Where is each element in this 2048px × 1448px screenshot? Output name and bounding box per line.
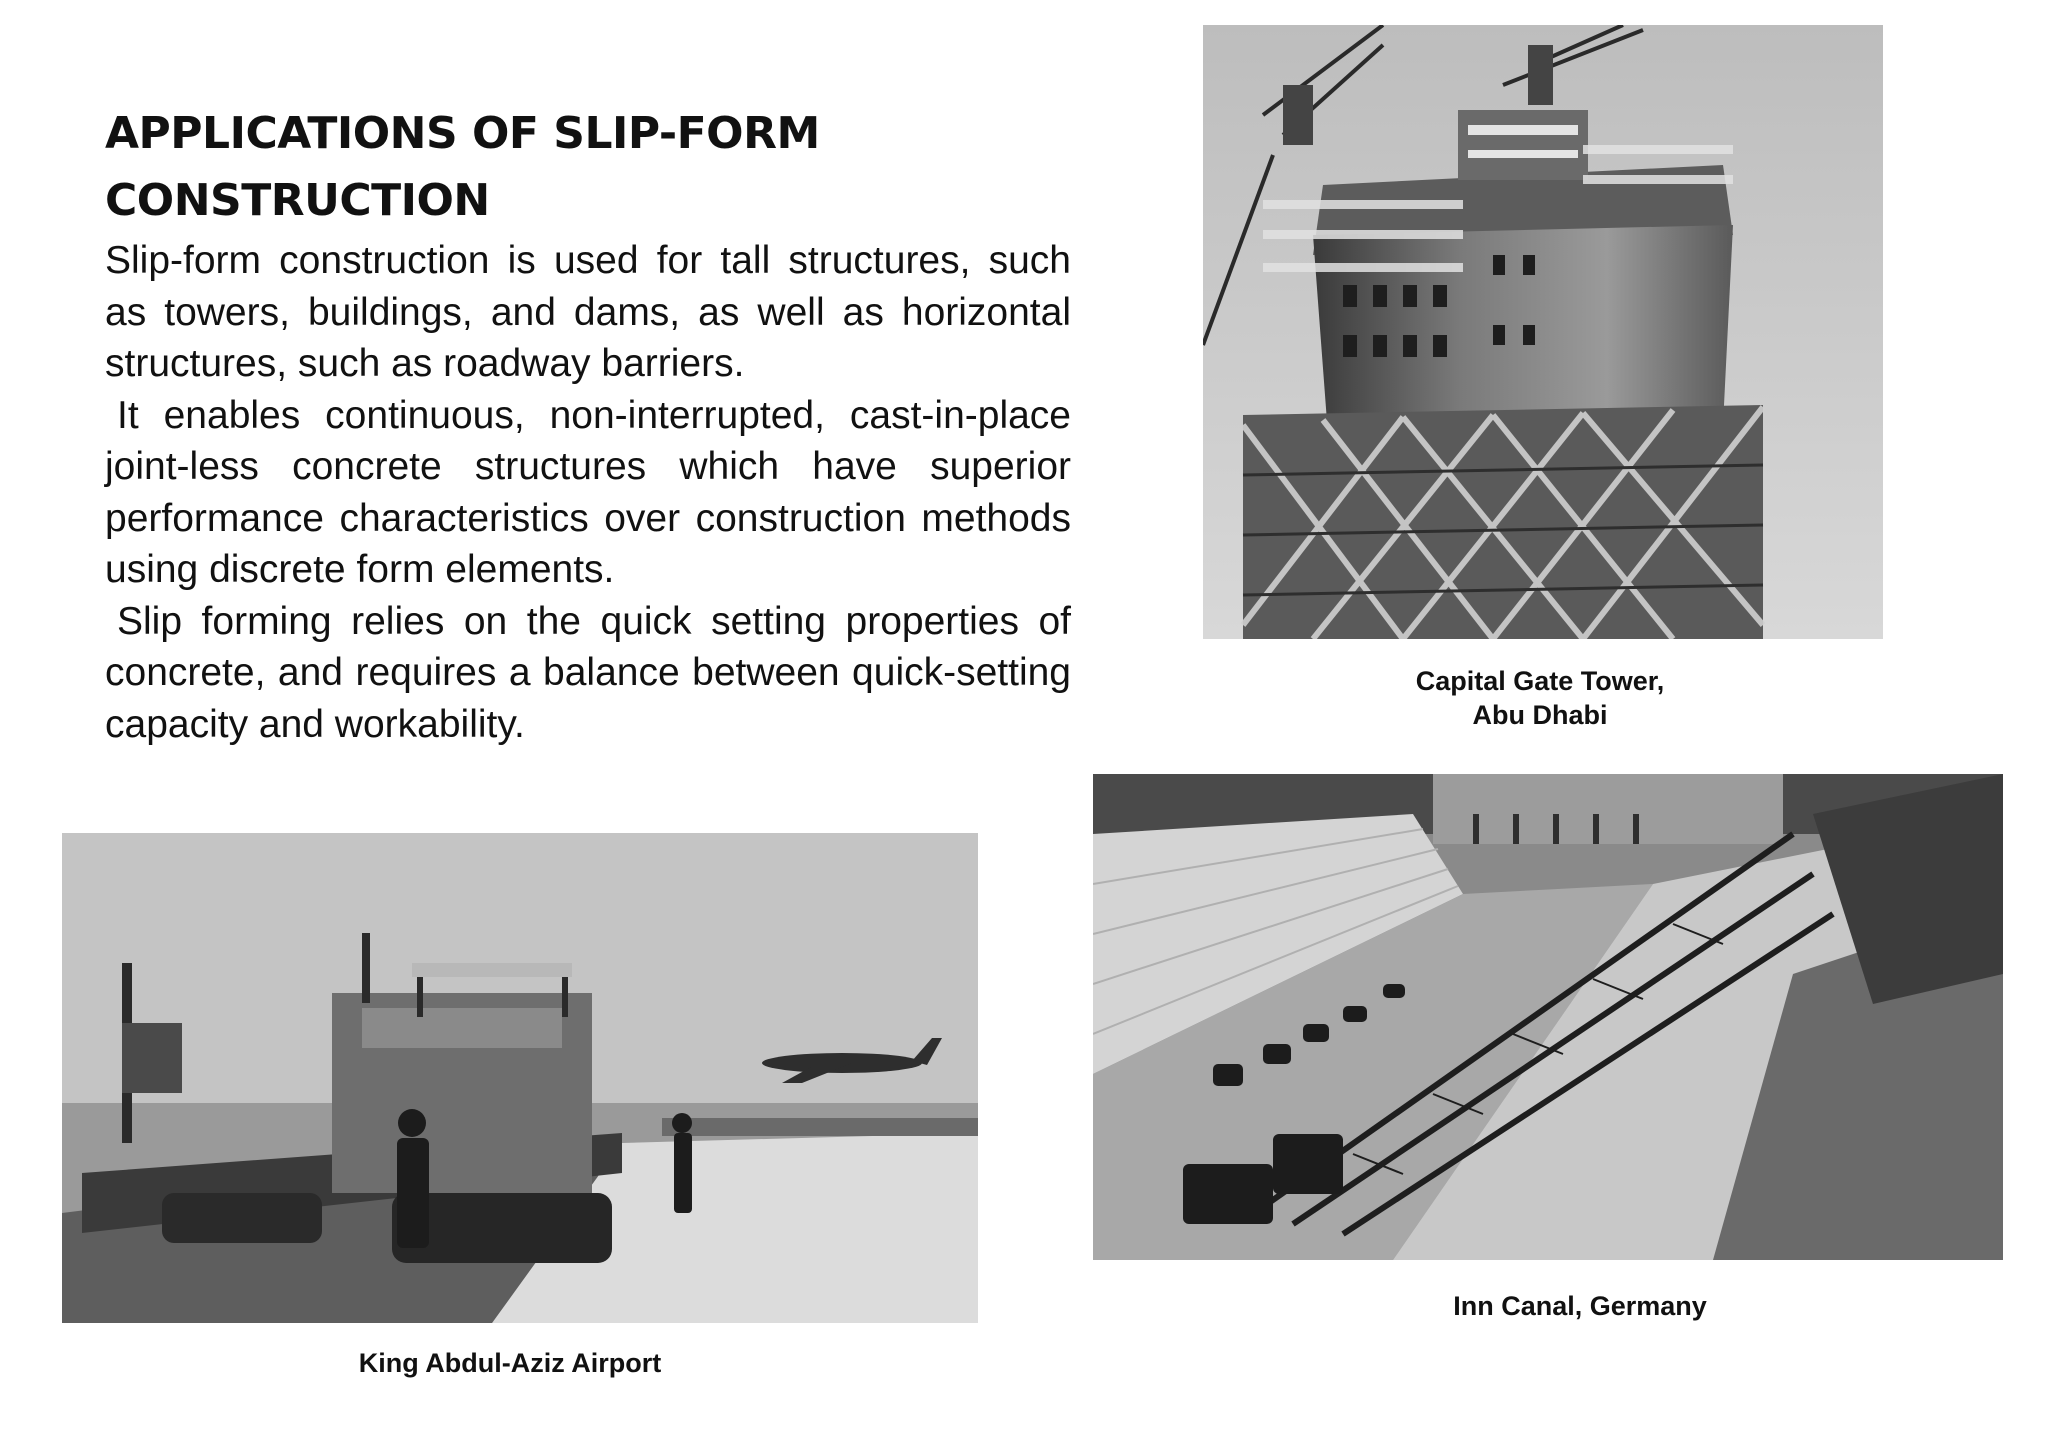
paragraph-3: Slip forming relies on the quick setting properties of concrete, and requires a balance between quick-setting capacity and workability.	[105, 599, 1071, 746]
capital-gate-tower-caption	[1330, 664, 1750, 732]
page-heading	[105, 100, 1005, 234]
capital-gate-tower-photo	[1203, 25, 1883, 639]
paragraph-2: It enables continuous, non-interrupted, cast-in-place joint-less concrete structures which have superior performance characteristics over construction methods using discrete form elements.	[105, 393, 1071, 591]
caption-tower-line-2: Abu Dhabi	[1472, 700, 1608, 730]
heading-line-1: APPLICATIONS OF SLIP-FORM	[105, 108, 820, 159]
king-abdul-aziz-airport-photo	[62, 833, 978, 1323]
caption-tower-line-1: Capital Gate Tower,	[1415, 666, 1665, 696]
inn-canal-caption: Inn Canal, Germany	[1453, 1291, 1707, 1321]
heading-line-2: CONSTRUCTION	[105, 175, 490, 226]
inn-canal-photo	[1093, 774, 2003, 1260]
body-text	[105, 235, 1071, 750]
paragraph-1: Slip-form construction is used for tall structures, such as towers, buildings, and dams, as well as horizontal structures, such as roadway barriers.	[105, 239, 1071, 385]
king-abdul-aziz-airport-caption: King Abdul-Aziz Airport	[358, 1348, 662, 1378]
